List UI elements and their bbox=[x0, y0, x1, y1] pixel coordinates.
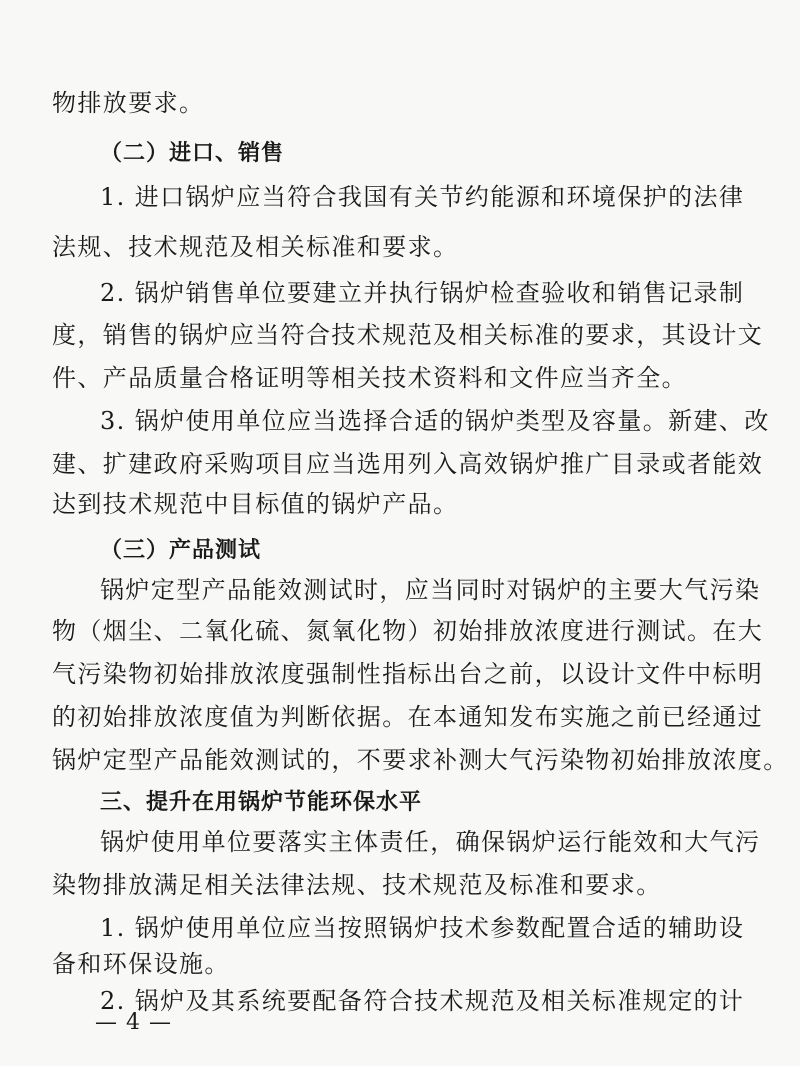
text-line: 法规、技术规范及相关标准和要求。 bbox=[52, 233, 459, 261]
text-line: 2. 锅炉销售单位要建立并执行锅炉检查验收和销售记录制 bbox=[100, 279, 745, 307]
text-line: 气污染物初始排放浓度强制性指标出台之前，以设计文件中标明 bbox=[52, 660, 764, 688]
text-line: 度，销售的锅炉应当符合技术规范及相关标准的要求，其设计文 bbox=[52, 321, 764, 349]
text-line: 3. 锅炉使用单位应当选择合适的锅炉类型及容量。新建、改 bbox=[100, 407, 770, 435]
section-heading: （三）产品测试 bbox=[100, 538, 262, 563]
text-line: 件、产品质量合格证明等相关技术资料和文件应当齐全。 bbox=[52, 364, 687, 392]
text-line: 1. 进口锅炉应当符合我国有关节约能源和环境保护的法律 bbox=[100, 183, 745, 211]
section-heading: （二）进口、销售 bbox=[100, 141, 285, 166]
text-line: 染物排放满足相关法律法规、技术规范及标准和要求。 bbox=[52, 871, 662, 899]
page-number: — 4 — bbox=[95, 1010, 172, 1035]
text-line: 1. 锅炉使用单位应当按照锅炉技术参数配置合适的辅助设 bbox=[100, 914, 745, 942]
text-line: 物（烟尘、二氧化硫、氮氧化物）初始排放浓度进行测试。在大 bbox=[52, 617, 764, 645]
text-line: 建、扩建政府采购项目应当选用列入高效锅炉推广目录或者能效 bbox=[52, 450, 764, 478]
text-line: 锅炉使用单位要落实主体责任，确保锅炉运行能效和大气污 bbox=[100, 828, 761, 856]
text-line: 达到技术规范中目标值的锅炉产品。 bbox=[52, 490, 459, 518]
text-line: 物排放要求。 bbox=[52, 89, 205, 117]
text-line: 锅炉定型产品能效测试时，应当同时对锅炉的主要大气污染 bbox=[100, 576, 761, 604]
text-line: 备和环保设施。 bbox=[52, 950, 230, 978]
text-line: 锅炉定型产品能效测试的，不要求补测大气污染物初始排放浓度。 bbox=[52, 746, 789, 774]
text-line: 2. 锅炉及其系统要配备符合技术规范及相关标准规定的计 bbox=[100, 987, 745, 1015]
chapter-heading: 三、提升在用锅炉节能环保水平 bbox=[100, 790, 423, 815]
text-line: 的初始排放浓度值为判断依据。在本通知发布实施之前已经通过 bbox=[52, 703, 764, 731]
